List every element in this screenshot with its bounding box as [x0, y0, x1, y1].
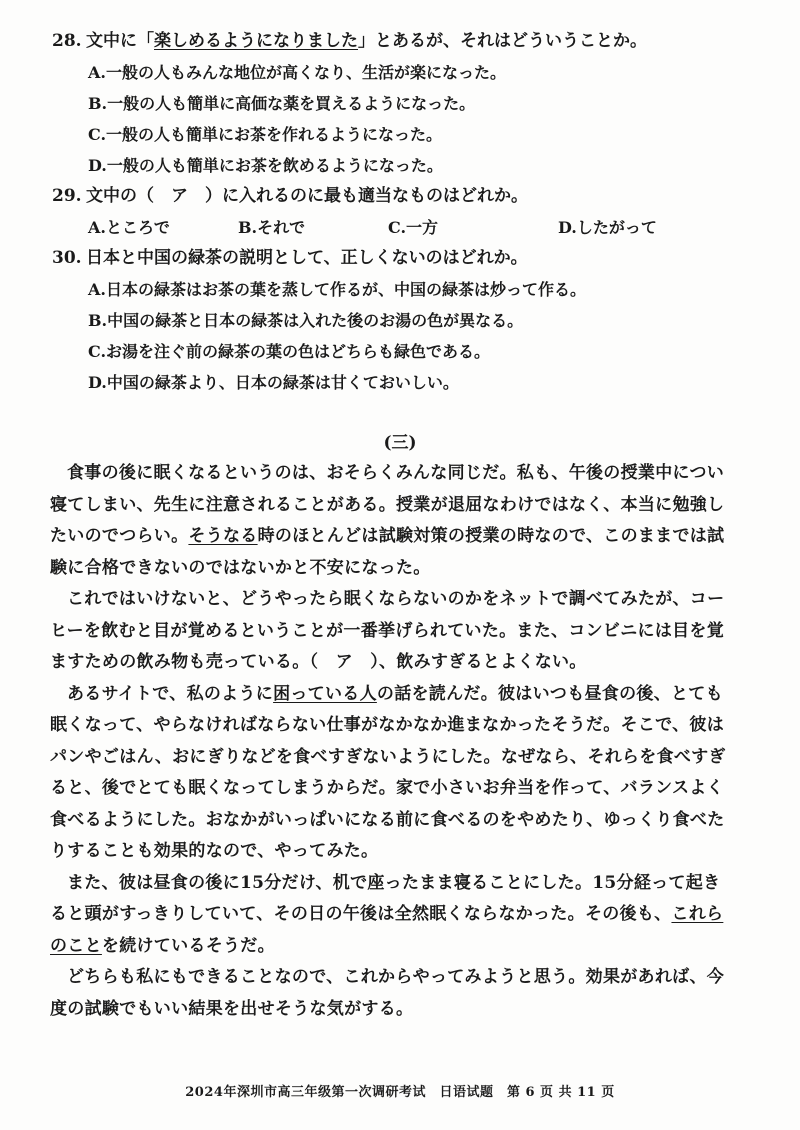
question-28 [52, 26, 772, 181]
option-d: D.一般の人も簡単にお茶を飲めるようになった。 [88, 156, 443, 175]
question-number: 30. [52, 248, 82, 268]
option-c: C.お湯を注ぐ前の緑茶の葉の色はどちらも緑色である。 [88, 342, 491, 361]
reading-passage [50, 458, 774, 1025]
stem-text: 日本と中国の緑茶の説明として、正しくないのはどれか。 [86, 248, 528, 268]
passage-line: 寝てしまい、先生に注意されることがある。授業が退屈なわけではなく、本当に勉強し [50, 494, 725, 515]
passage-line: また、彼は昼食の後に15分だけ、机で座ったまま寝ることにした。15分経って起き [67, 872, 721, 893]
passage-line: ますための飲み物も売っている。（ ア ）、飲みすぎるとよくない。 [50, 652, 587, 672]
option-a: A.日本の緑茶はお茶の葉を蒸して作るが、中国の緑茶は炒って作る。 [88, 280, 586, 299]
passage-line [50, 521, 774, 553]
underlined-phrase: 楽しめるようになりました [154, 31, 358, 51]
stem-text: 文中の（ ア ）に入れるのに最も適当なものはどれか。 [86, 186, 528, 206]
option-b: B.一般の人も簡単に高価な薬を買えるようになった。 [88, 94, 476, 113]
passage-line: ると、後でとても眠くなってしまうからだ。家で小さいお弁当を作って、バランスよく [50, 778, 724, 798]
passage-line: 眠くなって、やらなければならない仕事がなかなか進まなかったそうだ。そこで、彼は [50, 715, 725, 735]
stem-text: 」とあるが、それはどういうことか。 [358, 31, 647, 51]
passage-line: ヒーを飲むと目が覚めるということが一番挙げられていた。また、コンビニには目を覚 [50, 620, 725, 641]
passage-text: たいのでつらい。 [50, 526, 189, 546]
underlined-phrase: 困っている人 [273, 683, 377, 704]
option-d: D.中国の緑茶より、日本の緑茶は甘くておいしい。 [88, 373, 459, 392]
option-a: A.一般の人もみんな地位が高くなり、生活が楽になった。 [88, 63, 506, 82]
passage-line: どちらも私にもできることなので、これからやってみようと思う。効果があれば、今 [67, 967, 725, 987]
passage-line: りすることも効果的なので、やってみた。 [50, 841, 379, 861]
question-number: 29. [52, 186, 82, 206]
page-footer: 2024年深圳市高三年级第一次调研考试 日语试题 第 6 页 共 11 页 [185, 1085, 615, 1100]
option-c: C.一般の人も簡単にお茶を作れるようになった。 [88, 125, 443, 144]
option-row [52, 212, 772, 243]
stem-text: 文中に「 [86, 31, 154, 51]
passage-line: 食事の後に眠くなるというのは、おそらくみんな同じだ。私も、午後の授業中につい [67, 463, 725, 483]
passage-line: 験に合格できないのではないかと不安になった。 [50, 557, 431, 578]
underlined-phrase: のこと [50, 935, 102, 956]
passage-line: これではいけないと、どうやったら眠くならないのかをネットで調べてみたが、コー [67, 589, 725, 609]
option-b: B.それで [238, 218, 306, 237]
option-c: C.一方 [388, 218, 439, 237]
passage-text: あるサイトで、私のように [67, 683, 274, 704]
passage-line [50, 679, 774, 711]
passage-text: ると頭がすっきりしていて、その日の午後は全然眠くならなかった。その後も、 [50, 904, 672, 924]
question-stem [52, 243, 772, 274]
question-stem [52, 181, 772, 212]
option-d: D.したがって [558, 218, 657, 237]
option-a: A.ところで [88, 218, 170, 237]
passage-text: を続けているそうだ。 [101, 935, 275, 956]
passage-text: の話を読んだ。彼はいつも昼食の後、とても [376, 683, 723, 704]
passage-line: 度の試験でもいい結果を出せそうな気がする。 [50, 998, 414, 1019]
question-30 [52, 243, 772, 398]
question-stem [52, 26, 772, 57]
underlined-phrase: これら [671, 904, 724, 924]
passage-line [50, 931, 774, 963]
passage-line: パンやごはん、おにぎりなどを食べすぎないようにした。なぜなら、それらを食べすぎ [50, 746, 726, 767]
question-29 [52, 181, 772, 243]
passage-text: 時のほとんどは試験対策の授業の時なので、このままでは試 [257, 526, 725, 546]
passage-line: 食べるようにした。おなかがいっぱいになる前に食べるのをやめたり、ゆっくり食べた [50, 809, 725, 830]
option-b: B.中国の緑茶と日本の緑茶は入れた後のお湯の色が異なる。 [88, 311, 524, 330]
question-list [52, 26, 772, 398]
question-number: 28. [52, 31, 82, 51]
underlined-phrase: そうなる [188, 526, 258, 546]
passage-line [50, 899, 774, 931]
section-title: (三) [383, 433, 417, 453]
